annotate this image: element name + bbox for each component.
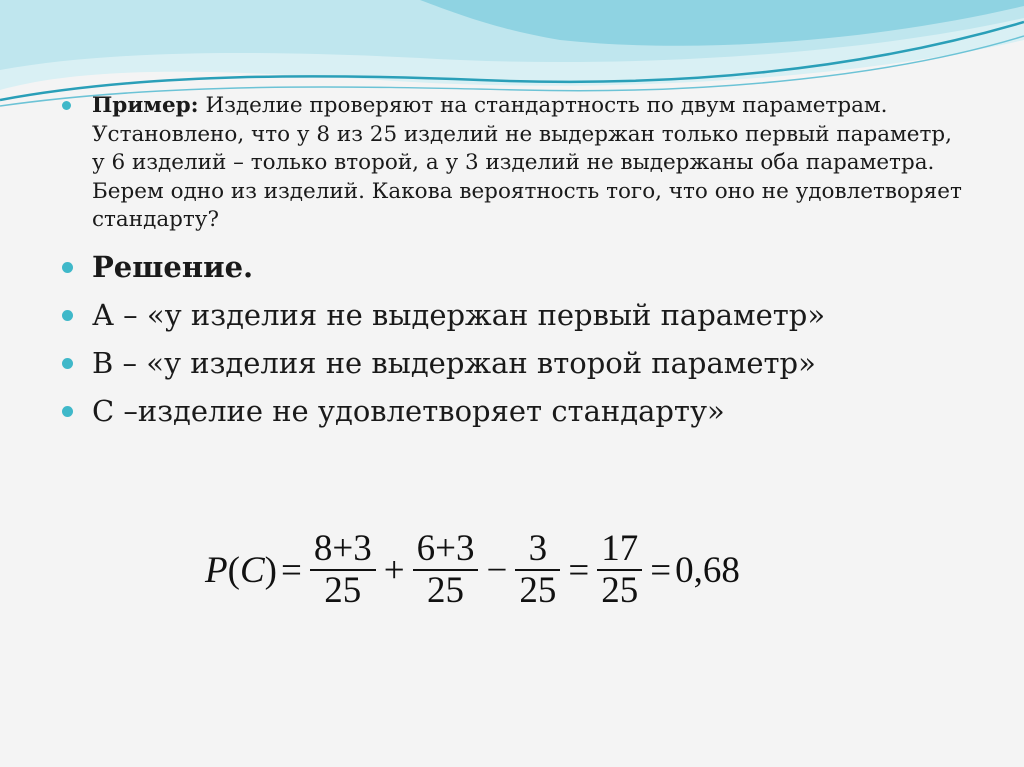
- event-a-bullet: [62, 297, 962, 333]
- formula-equals-2: =: [568, 549, 590, 591]
- fraction-2-denominator: 25: [427, 570, 465, 611]
- fraction-4: [597, 529, 642, 611]
- slide-content: [62, 92, 962, 429]
- solution-bullet: [62, 249, 962, 285]
- fraction-1-numerator: 8+3: [313, 528, 372, 569]
- event-b-bullet: [62, 345, 962, 381]
- fraction-1: [310, 529, 376, 611]
- fraction-1-denominator: 25: [324, 570, 362, 611]
- bullet-dot-icon: [62, 262, 73, 273]
- formula-var: C: [239, 549, 265, 591]
- solution-label: Решение.: [92, 249, 254, 284]
- fraction-2-numerator: 6+3: [416, 528, 475, 569]
- fraction-4-numerator: 17: [601, 528, 639, 569]
- fraction-3: [515, 529, 560, 611]
- bullet-dot-icon: [62, 101, 71, 110]
- bullet-dot-icon: [62, 310, 73, 321]
- formula-plus: +: [383, 549, 405, 591]
- fraction-3-numerator: 3: [528, 528, 548, 569]
- formula-open-paren: (: [227, 549, 240, 591]
- event-c-bullet: [62, 393, 962, 429]
- event-a-text: А – «у изделия не выдержан первый параметр»: [92, 297, 826, 332]
- formula-equals-3: =: [650, 549, 672, 591]
- formula-func: P: [205, 549, 228, 591]
- example-bullet: [62, 92, 962, 235]
- formula-equals: =: [280, 549, 302, 591]
- fraction-2: [413, 529, 479, 611]
- fraction-4-denominator: 25: [601, 570, 639, 611]
- bullet-dot-icon: [62, 406, 73, 417]
- fraction-3-denominator: 25: [519, 570, 557, 611]
- example-text: Изделие проверяют на стандартность по двум параметрам. Установлено, что у 8 из 25 изделий не выдержан только первый параметр, у 6 изделий – только второй, а у 3 изделий не выдержаны оба параметра. Берем одно из изделий. Какова вероятность того, что оно не удовлетворяет стандарту?: [92, 93, 962, 232]
- event-c-text: С –изделие не удовлетворяет стандарту»: [92, 393, 725, 428]
- probability-formula: [205, 525, 740, 615]
- formula-result: 0,68: [675, 549, 740, 591]
- example-label: Пример:: [92, 93, 199, 118]
- bullet-dot-icon: [62, 358, 73, 369]
- formula-minus: −: [486, 549, 508, 591]
- formula-close-paren: ): [264, 549, 277, 591]
- event-b-text: В – «у изделия не выдержан второй параметр»: [92, 345, 816, 380]
